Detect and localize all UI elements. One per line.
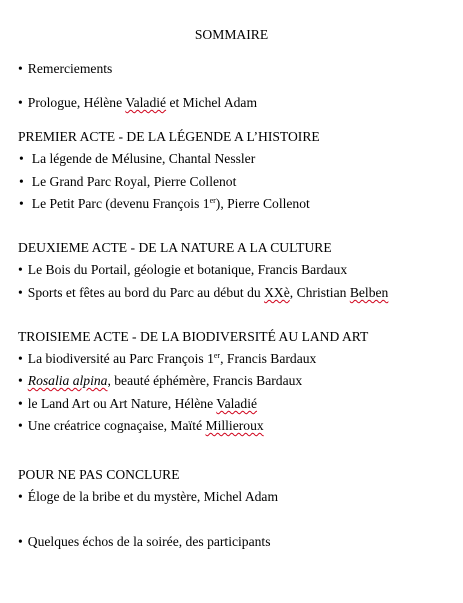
toc-item-text: Remerciements [27, 61, 113, 76]
toc-item-text: Le Petit Parc (devenu François 1 [31, 196, 210, 211]
misspelled-word: Millieroux [205, 418, 264, 433]
toc-item-acte3-3 [18, 396, 257, 412]
toc-item-acte3-1 [18, 351, 316, 367]
misspelled-word: Belben [349, 285, 389, 300]
toc-item-text: et Michel Adam [166, 95, 258, 110]
toc-item-text: La biodiversité au Parc François 1 [27, 351, 214, 366]
toc-item-text: , Christian [289, 285, 350, 300]
toc-item-text: La légende de Mélusine, Chantal Nessler [31, 151, 256, 166]
toc-item-text: Quelques échos de la soirée, des participants [27, 534, 271, 549]
toc-item-acte1-2 [18, 174, 236, 190]
toc-item-conclusion-2 [18, 534, 270, 550]
toc-item-text: , Francis Bardaux [220, 351, 317, 366]
toc-item-acte3-2 [18, 373, 302, 389]
misspelled-word: XXè [264, 285, 290, 300]
toc-item-text: , beauté éphémère, Francis Bardaux [107, 373, 303, 388]
toc-item-remerciements [18, 61, 112, 77]
toc-item-text: Le Grand Parc Royal, Pierre Collenot [31, 174, 237, 189]
toc-item-text: Le Bois du Portail, géologie et botanique, Francis Bardaux [27, 262, 348, 277]
species-name: Rosalia alpina [27, 373, 108, 388]
section-heading-acte3: TROISIEME ACTE - DE LA BIODIVERSITÉ AU LAND ART [18, 329, 369, 344]
superscript: er [213, 351, 221, 360]
toc-item-acte2-1 [18, 262, 347, 278]
toc-item-acte1-1 [18, 151, 255, 167]
superscript: er [209, 196, 216, 205]
toc-item-text: ), Pierre Collenot [215, 196, 310, 211]
misspelled-word: Valadié [216, 396, 258, 411]
toc-item-text: Prologue, Hélène [27, 95, 126, 110]
toc-item-prologue [18, 95, 257, 111]
section-heading-acte1: PREMIER ACTE - DE LA LÉGENDE A L’HISTOIRE [18, 129, 320, 144]
misspelled-word: Valadié [125, 95, 167, 110]
toc-item-acte2-2 [18, 285, 388, 301]
section-heading-acte2: DEUXIEME ACTE - DE LA NATURE A LA CULTURE [18, 240, 332, 255]
section-heading-conclusion: POUR NE PAS CONCLURE [18, 467, 180, 482]
page-title: SOMMAIRE [194, 27, 269, 42]
toc-item-text: Une créatrice cognaçaise, Maïté [27, 418, 206, 433]
toc-item-text: le Land Art ou Art Nature, Hélène [27, 396, 217, 411]
toc-item-acte3-4 [18, 418, 264, 434]
toc-item-text: Sports et fêtes au bord du Parc au début du [27, 285, 265, 300]
toc-item-acte1-3 [18, 196, 310, 212]
toc-item-conclusion-1 [18, 489, 278, 505]
toc-item-text: Éloge de la bribe et du mystère, Michel Adam [27, 489, 279, 504]
